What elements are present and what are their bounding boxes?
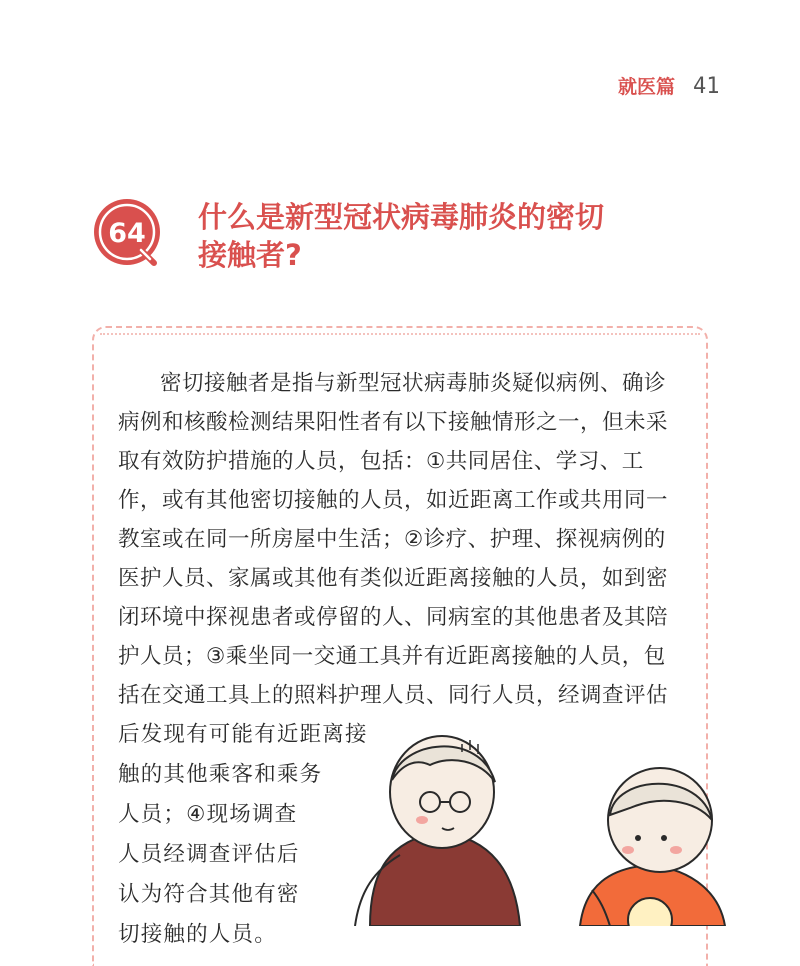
title-line-2: 接触者? [198,238,302,272]
question-number: 64 [108,218,146,249]
answer-line: 医护人员、家属或其他有类似近距离接触的人员，如到密 [118,566,669,591]
elderly-woman-figure [355,736,520,926]
answer-line: 取有效防护措施的人员，包括：①共同居住、学习、工 [118,449,644,474]
answer-line: 后发现有可能有近距离接 [118,722,368,747]
question-number-badge [90,195,164,269]
answer-line: 密切接触者是指与新型冠状病毒肺炎疑似病例、确诊 [160,371,667,396]
answer-line: 护人员；③乘坐同一交通工具并有近距离接触的人员，包 [118,644,666,669]
answer-line: 人员经调查评估后 [118,842,300,867]
answer-line: 教室或在同一所房屋中生活；②诊疗、护理、探视病例的 [118,527,666,552]
child-figure [580,768,725,926]
answer-line: 作，或有其他密切接触的人员，如近距离工作或共用同一 [118,488,669,513]
answer-body [118,364,688,715]
answer-line: 触的其他乘客和乘务 [118,762,323,787]
answer-line: 括在交通工具上的照料护理人员、同行人员，经调查评估 [118,683,669,708]
answer-line: 人员；④现场调查 [118,802,298,827]
title-line-1: 什么是新型冠状病毒肺炎的密切 [198,200,605,234]
question-title [198,198,668,274]
page-number: 41 [693,74,720,99]
section-name: 就医篇 [618,76,676,98]
illustration [330,720,800,926]
page-header [618,72,720,99]
answer-line: 切接触的人员。 [118,922,277,947]
answer-line: 认为符合其他有密 [118,882,300,907]
answer-line: 闭环境中探视患者或停留的人、同病室的其他患者及其陪 [118,605,669,630]
answer-line: 病例和核酸检测结果阳性者有以下接触情形之一，但未采 [118,410,669,435]
